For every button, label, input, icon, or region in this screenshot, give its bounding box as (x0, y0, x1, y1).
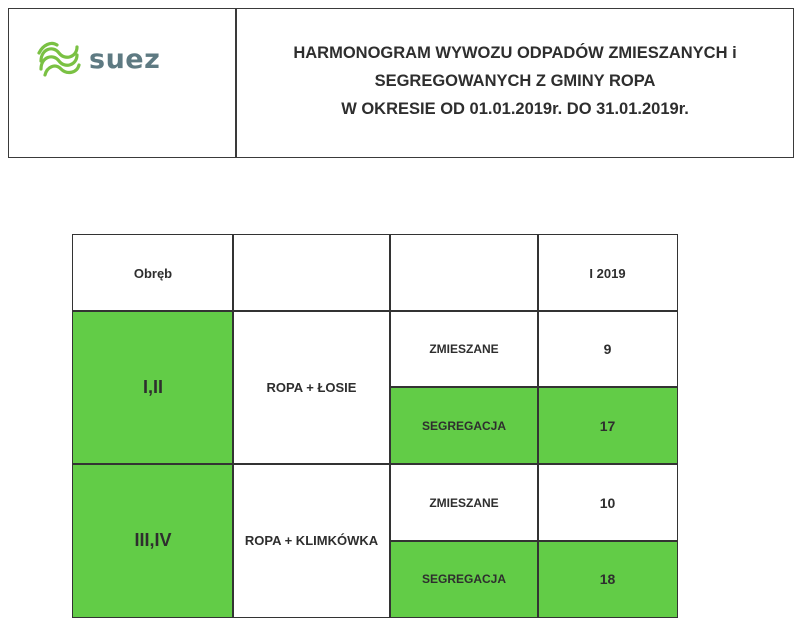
page-title (237, 39, 793, 123)
day-cell: 17 (599, 417, 616, 434)
logo-text: suez (89, 43, 161, 75)
title-line-1: HARMONOGRAM WYWOZU ODPADÓW ZMIESZANYCH i (293, 44, 737, 62)
day-cell: 10 (599, 494, 616, 511)
header-type (390, 235, 538, 311)
grid-line (73, 310, 677, 312)
title-line-3: W OKRESIE OD 01.01.2019r. DO 31.01.2019r. (341, 100, 689, 118)
area-cell-1: ROPA + ŁOSIE (266, 380, 357, 395)
obreb-label: I,II (142, 377, 163, 397)
obreb-label: III,IV (134, 530, 172, 550)
grid-line (537, 235, 539, 617)
grid-line (73, 463, 677, 465)
header-obreb: Obręb (133, 265, 173, 281)
schedule-table (72, 234, 678, 618)
type-cell: SEGREGACJA (421, 418, 507, 433)
suez-logo (35, 37, 160, 81)
grid-line (389, 386, 677, 388)
type-cell: ZMIESZANE (429, 495, 499, 510)
header-area (233, 235, 390, 311)
header (8, 8, 794, 158)
obreb-cell-1 (73, 311, 233, 464)
suez-swirl-icon (35, 39, 83, 79)
grid-line (232, 235, 234, 617)
type-cell: ZMIESZANE (429, 342, 499, 356)
grid-line (389, 540, 677, 542)
day-cell: 9 (603, 341, 612, 357)
type-cell: SEGREGACJA (421, 572, 507, 586)
area-cell-2: ROPA + KLIMKÓWKA (244, 533, 379, 548)
title-line-2: SEGREGOWANYCH Z GMINY ROPA (374, 72, 656, 90)
obreb-cell-2 (73, 464, 233, 617)
day-cell: 18 (599, 571, 616, 587)
grid-line (389, 235, 391, 617)
header-month: I 2019 (589, 265, 626, 281)
